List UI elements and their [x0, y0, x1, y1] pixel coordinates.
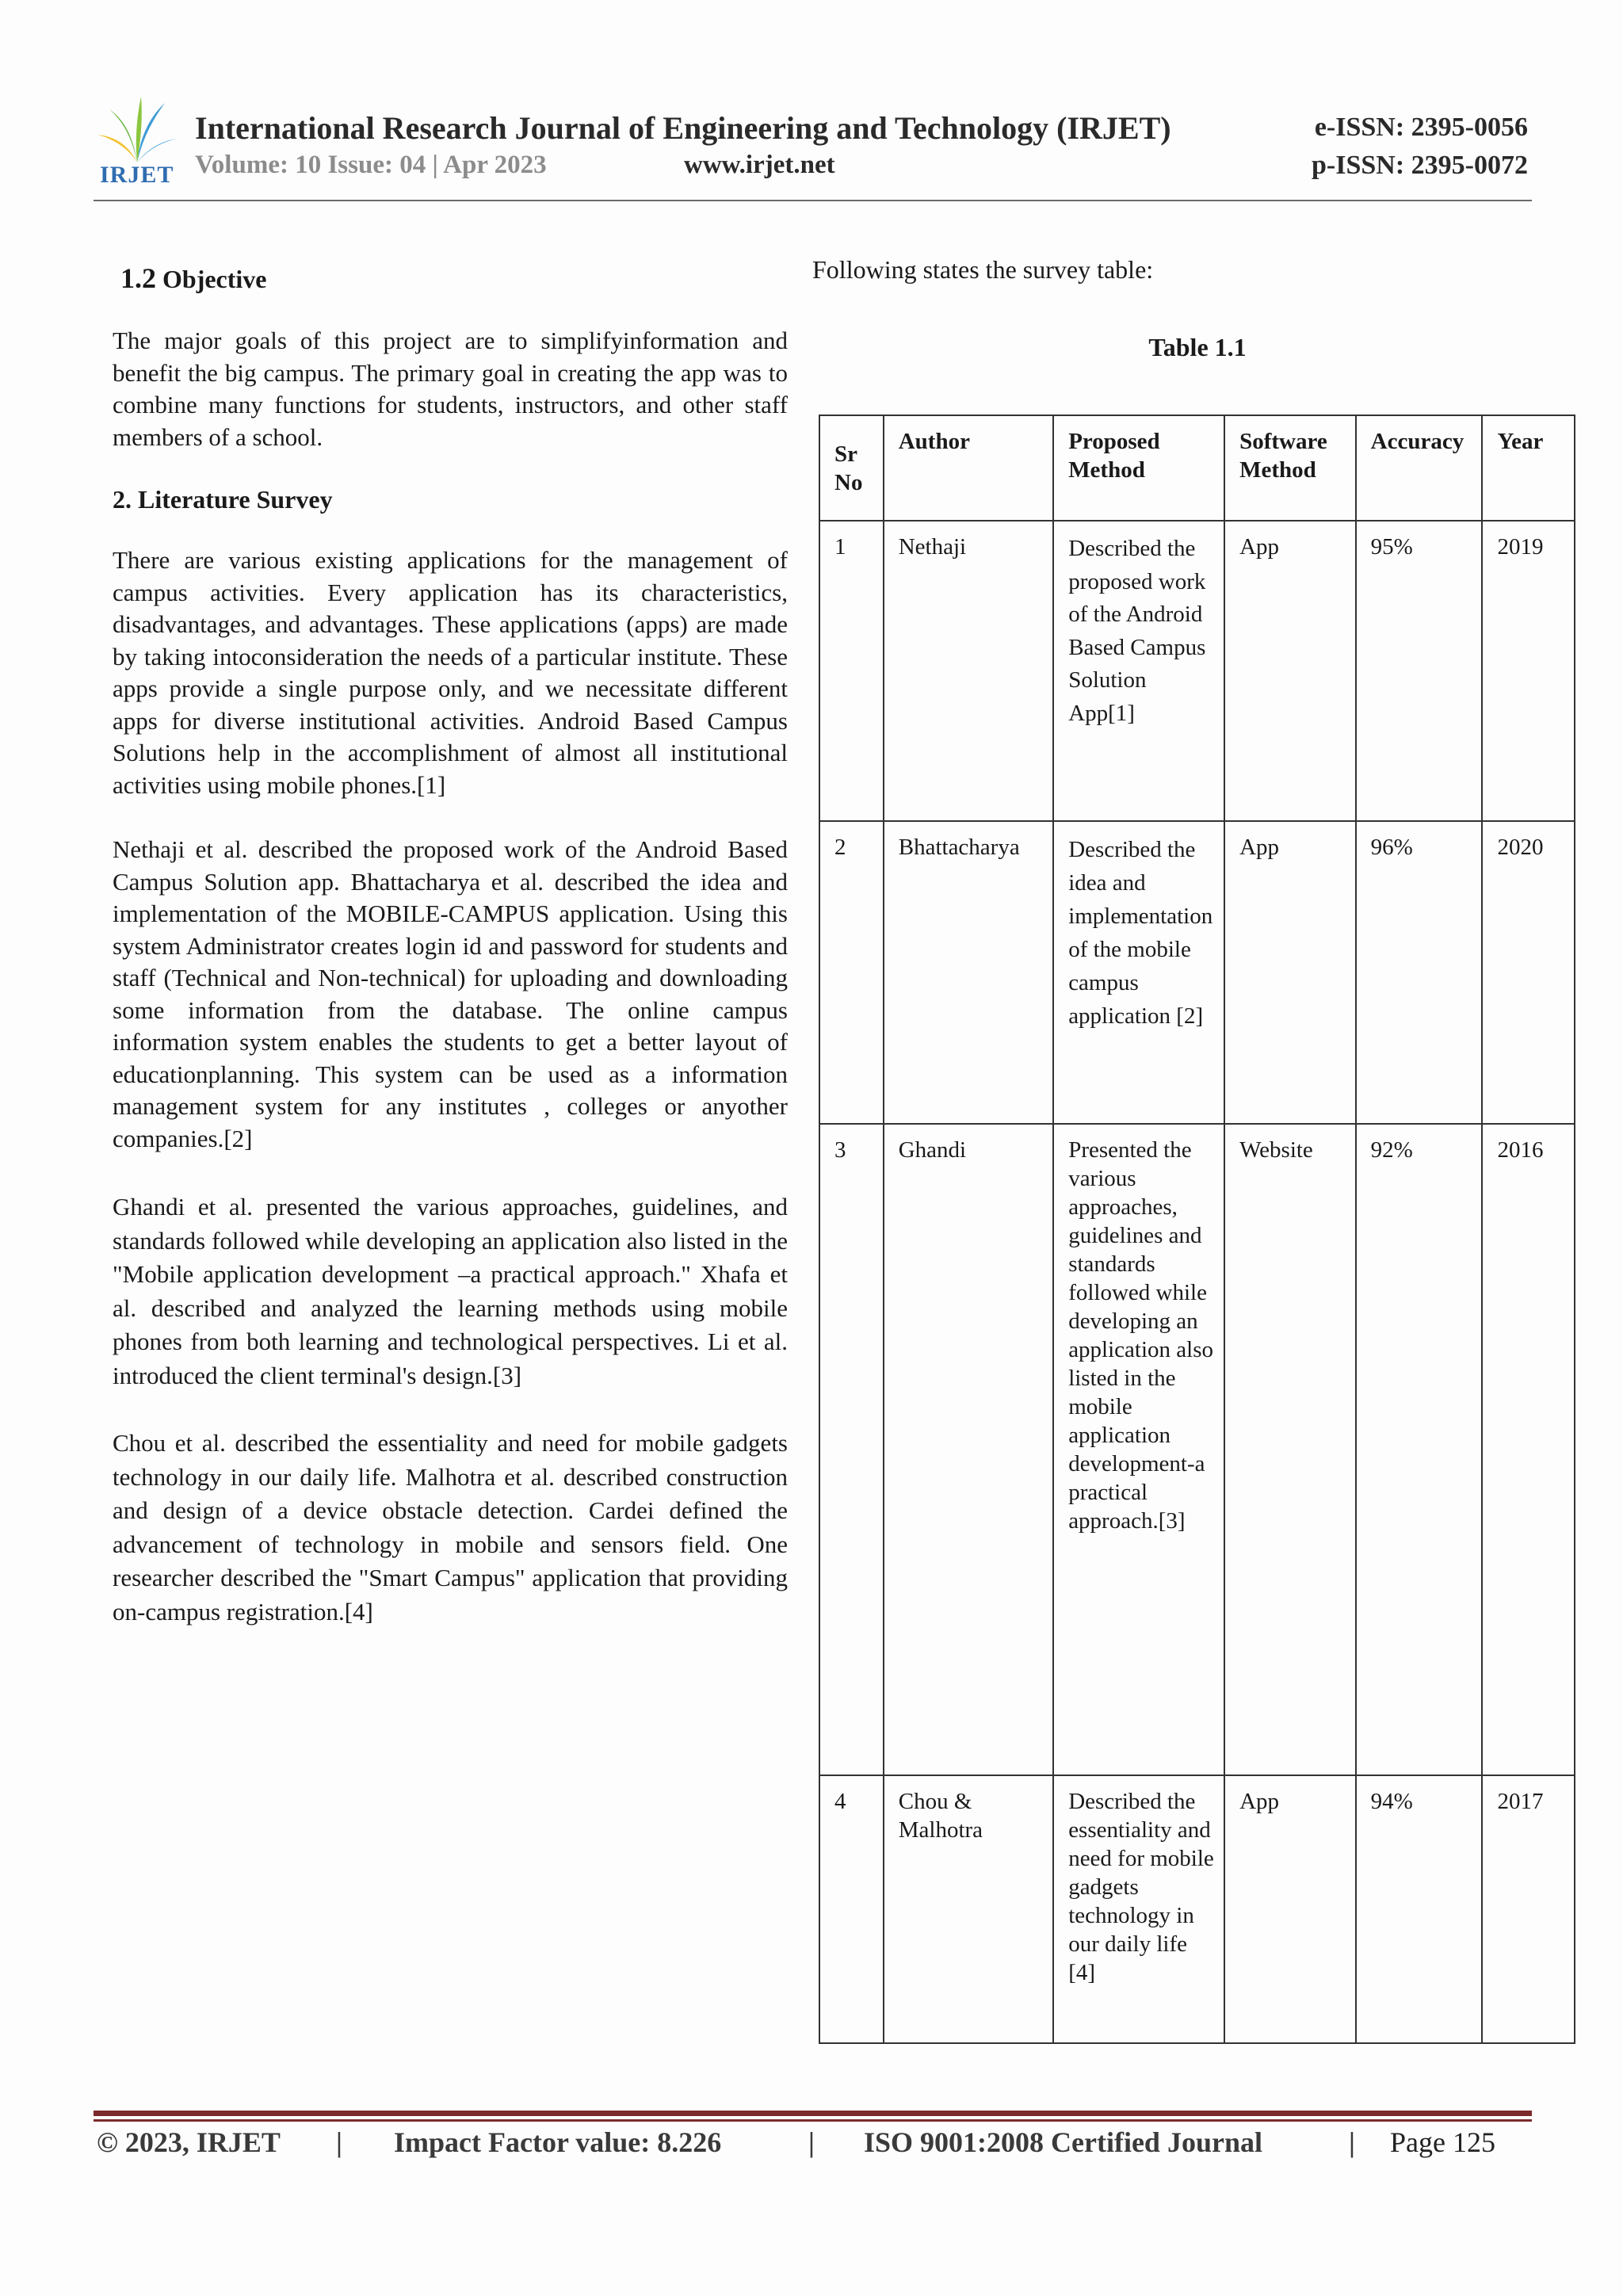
section-title: Objective	[162, 265, 267, 293]
cell-sr: 3	[819, 1124, 884, 1775]
cell-method: Presented the various approaches, guidelines and standards followed while developing an application also listed in the mobile application development-a practical approach.[3]	[1053, 1124, 1224, 1775]
cell-software: App	[1224, 521, 1356, 821]
cell-year: 2019	[1482, 521, 1575, 821]
table-row	[819, 1124, 1575, 1775]
cell-software: App	[1224, 821, 1356, 1124]
section-number: 1.2	[120, 262, 156, 294]
journal-header	[94, 95, 1532, 206]
cell-year: 2016	[1482, 1124, 1575, 1775]
leaf-logo-icon	[94, 95, 181, 166]
left-column	[113, 262, 788, 1629]
eissn: e-ISSN: 2395-0056	[1314, 113, 1528, 142]
objective-heading	[120, 262, 788, 295]
header-author: Author	[884, 415, 1053, 521]
section-number: 2.	[113, 485, 132, 514]
literature-heading	[113, 485, 788, 514]
cell-sr: 2	[819, 821, 884, 1124]
cell-method: Described the idea and implementation of the mobile campus application [2]	[1053, 821, 1224, 1124]
table-row	[819, 1775, 1575, 2043]
footer-separator: |	[1349, 2126, 1355, 2158]
survey-table	[819, 415, 1575, 2044]
table-row	[819, 821, 1575, 1124]
cell-software: Website	[1224, 1124, 1356, 1775]
header-sr-no: Sr No	[819, 415, 884, 521]
literature-paragraph: Nethaji et al. described the proposed work of the Android Based Campus Solution app. Bhattacharya et al. described the idea and implementation of the MOBILE-CAMPUS application. Using this system Administrator creates login id and password for students and staff (Technical and Non-technical) for uploading and downloading some information from the database. The online campus information system enables the students to get a better layout of educationplanning. This system can be used as a information management system for any institutes , colleges or anyother companies.[2]	[113, 835, 788, 1152]
cell-method: Described the proposed work of the Android Based Campus Solution App[1]	[1053, 521, 1224, 821]
literature-paragraph: There are various existing applications for the management of campus activities. Every application has its characteristics, disadvantages, and advantages. These applications (apps) are made by taking intoconsideration the needs of a particular institute. These apps provide a single purpose only, and we necessitate different apps for diverse institutional activities. Android Based Campus Solutions help in the accomplishment of almost all institutional activities using mobile phones.[1]	[113, 546, 788, 799]
footer-impact-factor: Impact Factor value: 8.226	[394, 2126, 722, 2158]
cell-sr: 4	[819, 1775, 884, 2043]
cell-sr: 1	[819, 521, 884, 821]
cell-software: App	[1224, 1775, 1356, 2043]
header-proposed-method: Proposed Method	[1053, 415, 1224, 521]
footer-divider	[94, 2111, 1532, 2116]
cell-accuracy: 92%	[1356, 1124, 1483, 1775]
header-year: Year	[1482, 415, 1575, 521]
survey-intro: Following states the survey table:	[812, 255, 1154, 284]
footer-copyright: © 2023, IRJET	[97, 2126, 281, 2158]
section-title: Literature Survey	[138, 485, 333, 514]
footer-divider	[94, 2119, 1532, 2122]
cell-author: Bhattacharya	[884, 821, 1053, 1124]
irjet-logo	[94, 95, 181, 190]
objective-paragraph: The major goals of this project are to simplifyinformation and benefit the big campus. The primary goal in creating the app was to combine many functions for students, instructors, and other staff members of a school.	[113, 327, 788, 451]
journal-website-link[interactable]: www.irjet.net	[684, 151, 835, 179]
footer-separator: |	[336, 2126, 342, 2158]
cell-method: Described the essentiality and need for mobile gadgets technology in our daily life [4]	[1053, 1775, 1224, 2043]
literature-paragraph: Ghandi et al. presented the various approaches, guidelines, and standards followed while developing an application also listed in the "Mobile application development –a practical approach." Xhafa et al. described and analyzed the learning methods using mobile phones from both learning and technological perspectives. Li et al. introduced the client terminal's design.[3]	[113, 1193, 788, 1389]
footer-separator: |	[808, 2126, 815, 2158]
cell-author: Nethaji	[884, 521, 1053, 821]
table-header-row	[819, 415, 1575, 521]
header-software-method: Software Method	[1224, 415, 1356, 521]
literature-paragraph: Chou et al. described the essentiality and need for mobile gadgets technology in our daily life. Malhotra et al. described construction and design of a device obstacle detection. Cardei defined the advancement of technology in mobile and sensors field. One researcher described the "Smart Campus" application that providing on-campus registration.[4]	[113, 1429, 788, 1626]
journal-title: International Research Journal of Engineering and Technology (IRJET)	[195, 110, 1171, 146]
table-row	[819, 521, 1575, 821]
cell-accuracy: 94%	[1356, 1775, 1483, 2043]
cell-accuracy: 95%	[1356, 521, 1483, 821]
cell-author: Ghandi	[884, 1124, 1053, 1775]
footer-iso: ISO 9001:2008 Certified Journal	[864, 2126, 1262, 2158]
cell-accuracy: 96%	[1356, 821, 1483, 1124]
table-caption: Table 1.1	[1148, 333, 1247, 361]
pissn: p-ISSN: 2395-0072	[1312, 151, 1528, 180]
header-accuracy: Accuracy	[1356, 415, 1483, 521]
cell-year: 2017	[1482, 1775, 1575, 2043]
header-divider	[94, 200, 1532, 201]
volume-issue: Volume: 10 Issue: 04 | Apr 2023	[195, 151, 547, 179]
cell-year: 2020	[1482, 821, 1575, 1124]
cell-author: Chou & Malhotra	[884, 1775, 1053, 2043]
logo-text: IRJET	[100, 162, 174, 188]
page-footer	[97, 2126, 1523, 2165]
page-number: Page 125	[1390, 2126, 1495, 2158]
